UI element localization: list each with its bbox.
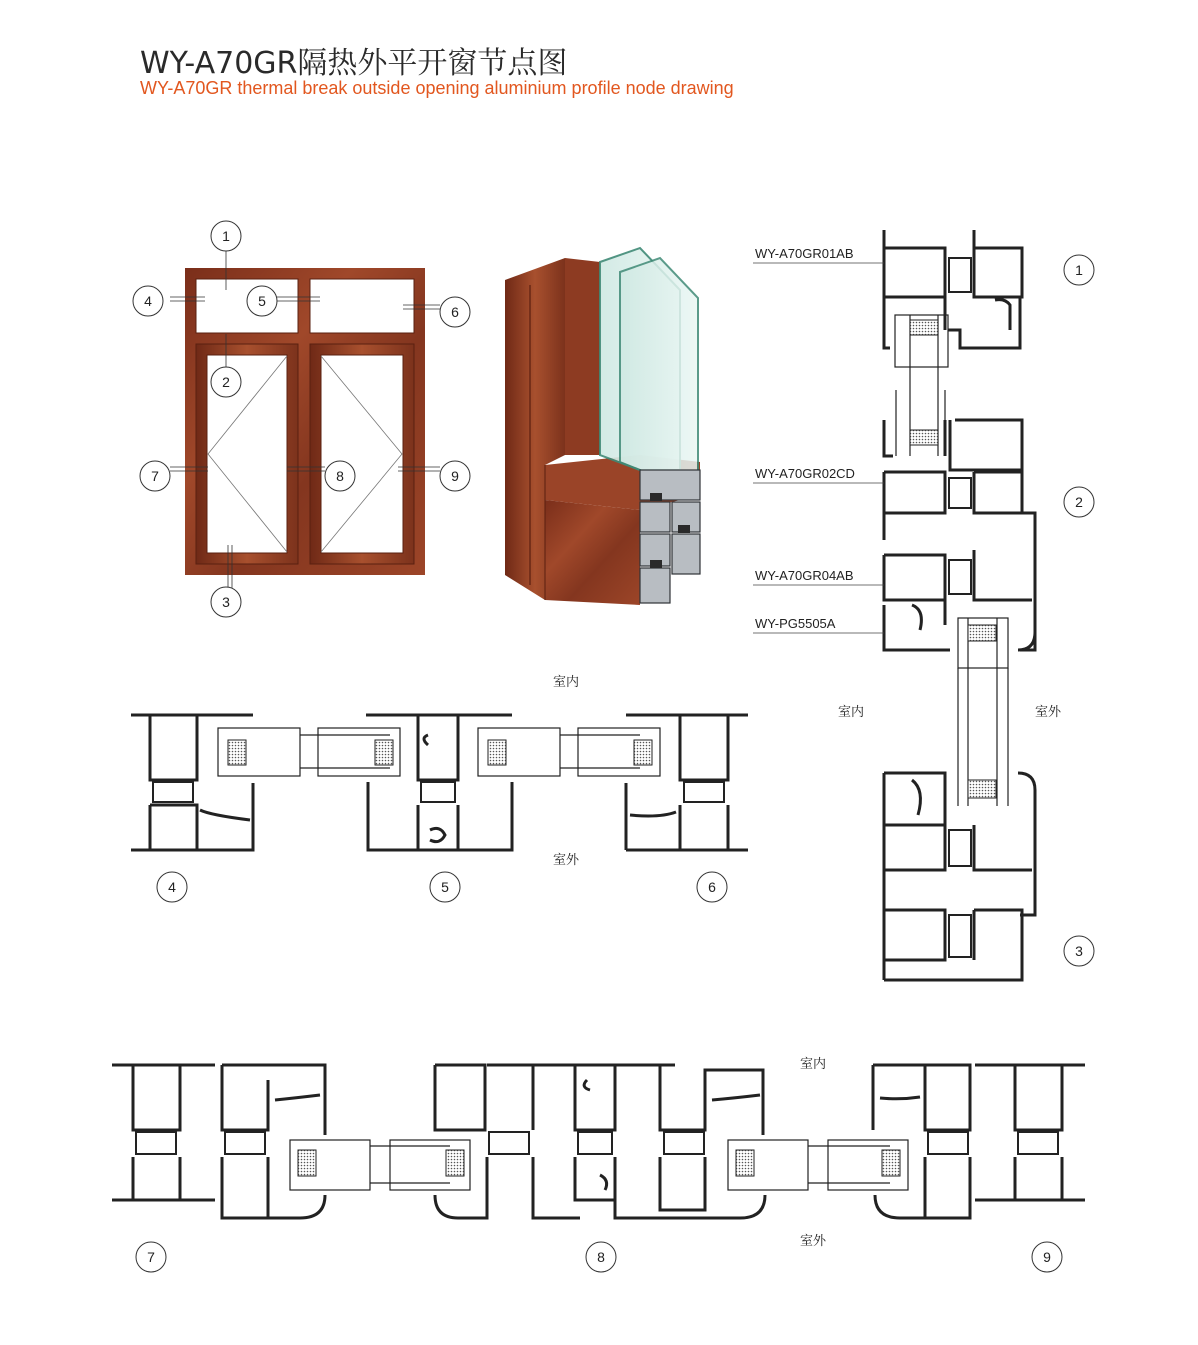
callout-number: 5 xyxy=(441,879,449,895)
callout-number: 8 xyxy=(597,1249,605,1265)
indoor-label-bottom: 室内 xyxy=(800,1057,827,1072)
page-subtitle: WY-A70GR thermal break outside opening aluminium profile node drawing xyxy=(140,78,734,98)
callout-number: 5 xyxy=(258,293,266,309)
part-label-4: WY-PG5505A xyxy=(755,616,836,631)
part-label-3: WY-A70GR04AB xyxy=(755,568,854,583)
callout-number: 2 xyxy=(1075,494,1083,510)
callout-number: 8 xyxy=(336,468,344,484)
part-label-1: WY-A70GR01AB xyxy=(755,246,854,261)
callout-number: 6 xyxy=(708,879,716,895)
callout-number: 7 xyxy=(151,468,159,484)
window-elevation xyxy=(170,250,440,588)
callout-number: 7 xyxy=(147,1249,155,1265)
part-label-2: WY-A70GR02CD xyxy=(755,466,855,481)
callout-number: 2 xyxy=(222,374,230,390)
profile-corner-3d xyxy=(505,248,700,605)
vertical-section xyxy=(884,230,1035,980)
indoor-label-right: 室内 xyxy=(838,705,865,720)
callout-number: 1 xyxy=(1075,262,1083,278)
outdoor-label-bottom: 室外 xyxy=(800,1234,827,1249)
page-title: WY-A70GR隔热外平开窗节点图 xyxy=(140,46,568,81)
callout-number: 9 xyxy=(1043,1249,1051,1265)
outdoor-label-mid: 室外 xyxy=(553,853,580,868)
outdoor-label-right: 室外 xyxy=(1035,705,1062,720)
callout-number: 4 xyxy=(144,293,152,309)
callout-number: 4 xyxy=(168,879,176,895)
horizontal-section-mid xyxy=(131,715,748,850)
callout-number: 3 xyxy=(1075,943,1083,959)
callout-number: 9 xyxy=(451,468,459,484)
horizontal-section-bottom xyxy=(112,1065,1085,1218)
callout-number: 3 xyxy=(222,594,230,610)
indoor-label-mid: 室内 xyxy=(553,675,580,690)
callout-number: 1 xyxy=(222,228,230,244)
callout-number: 6 xyxy=(451,304,459,320)
